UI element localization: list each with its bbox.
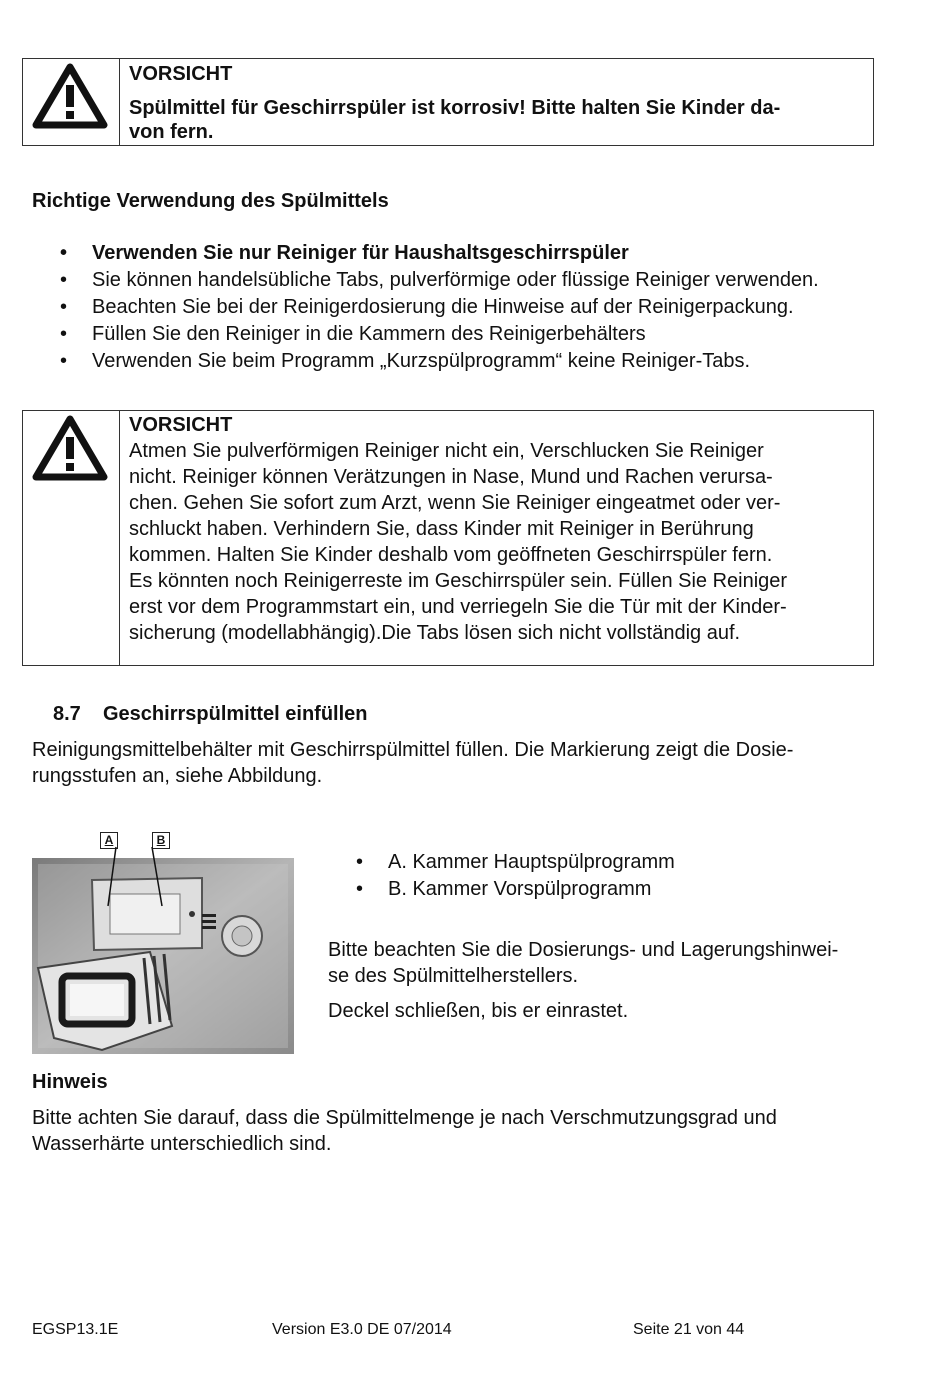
dispenser-photo	[32, 828, 296, 1056]
caution-line: erst vor dem Programmstart ein, und verriegeln Sie die Tür mit der Kinder-	[129, 596, 787, 618]
dispenser-figure	[32, 828, 296, 1056]
hint-line: Bitte achten Sie darauf, dass die Spülmittelmenge je nach Verschmutzungsgrad und	[32, 1107, 777, 1129]
intro-line: rungsstufen an, siehe Abbildung.	[32, 765, 323, 787]
caution-line: sicherung (modellabhängig).Die Tabs lösen sich nicht vollständig auf.	[129, 622, 741, 644]
section-intro	[32, 737, 793, 789]
caution-title: VORSICHT	[129, 63, 233, 85]
caution-line: kommen. Halten Sie Kinder deshalb vom geöffneten Geschirrspüler fern.	[129, 544, 773, 566]
usage-bullet: • Sie können handelsübliche Tabs, pulverförmige oder flüssige Reiniger verwenden.	[32, 267, 819, 294]
footer-page: Seite 21 von 44	[633, 1321, 745, 1338]
intro-line: Reinigungsmittelbehälter mit Geschirrspülmittel füllen. Die Markierung zeigt die Dosie-	[32, 739, 794, 761]
warning-icon	[32, 415, 108, 483]
caution-line: Atmen Sie pulverförmigen Reiniger nicht ein, Verschlucken Sie Reiniger	[129, 440, 764, 462]
usage-bullet-list	[32, 240, 819, 375]
caution-line: schluckt haben. Verhindern Sie, dass Kinder mit Reiniger in Berührung	[129, 518, 754, 540]
usage-bullet: • Beachten Sie bei der Reinigerdosierung die Hinweise auf der Reinigerpackung.	[32, 294, 819, 321]
hint-text	[32, 1105, 777, 1157]
caution-text-line2: von fern.	[129, 121, 214, 143]
footer-version: Version E3.0 DE 07/2014	[272, 1321, 452, 1338]
chamber-item: • A. Kammer Hauptspülprogramm	[328, 849, 675, 876]
hint-heading: Hinweis	[32, 1071, 108, 1093]
warning-icon	[32, 63, 108, 131]
usage-bullet: • Verwenden Sie nur Reiniger für Haushaltsgeschirrspüler	[32, 240, 819, 267]
close-lid-text: Deckel schließen, bis er einrastet.	[328, 1000, 629, 1022]
chamber-item: • B. Kammer Vorspülprogramm	[328, 876, 675, 903]
caution-line: Es könnten noch Reinigerreste im Geschirrspüler sein. Füllen Sie Reiniger	[129, 570, 788, 592]
hint-line: Wasserhärte unterschiedlich sind.	[32, 1133, 332, 1155]
warning-icon-cell	[23, 411, 120, 665]
caution-line: chen. Gehen Sie sofort zum Arzt, wenn Sie Reiniger eingeatmet oder ver-	[129, 492, 781, 514]
section-number: 8.7	[53, 703, 81, 725]
caution-box-1	[22, 58, 874, 146]
footer-model: EGSP13.1E	[32, 1321, 119, 1338]
chamber-list	[328, 849, 675, 903]
section-title: Geschirrspülmittel einfüllen	[103, 703, 368, 725]
dosing-note	[328, 937, 838, 989]
usage-bullet: • Füllen Sie den Reiniger in die Kammern des Reinigerbehälters	[32, 321, 819, 348]
usage-heading: Richtige Verwendung des Spülmittels	[32, 190, 389, 212]
caution-box-2	[22, 410, 874, 666]
caution-title: VORSICHT	[129, 414, 233, 436]
warning-icon-cell	[23, 59, 120, 145]
usage-bullet: • Verwenden Sie beim Programm „Kurzspülprogramm“ keine Reiniger-Tabs.	[32, 348, 819, 375]
caution-line: nicht. Reiniger können Verätzungen in Nase, Mund und Rachen verursa-	[129, 466, 773, 488]
label-a: A	[100, 832, 118, 849]
caution-text-line1: Spülmittel für Geschirrspüler ist korrosiv! Bitte halten Sie Kinder da-	[129, 97, 781, 119]
note-line: Bitte beachten Sie die Dosierungs- und Lagerungshinwei-	[328, 939, 839, 961]
note-line: se des Spülmittelherstellers.	[328, 965, 579, 987]
label-b: B	[152, 832, 170, 849]
